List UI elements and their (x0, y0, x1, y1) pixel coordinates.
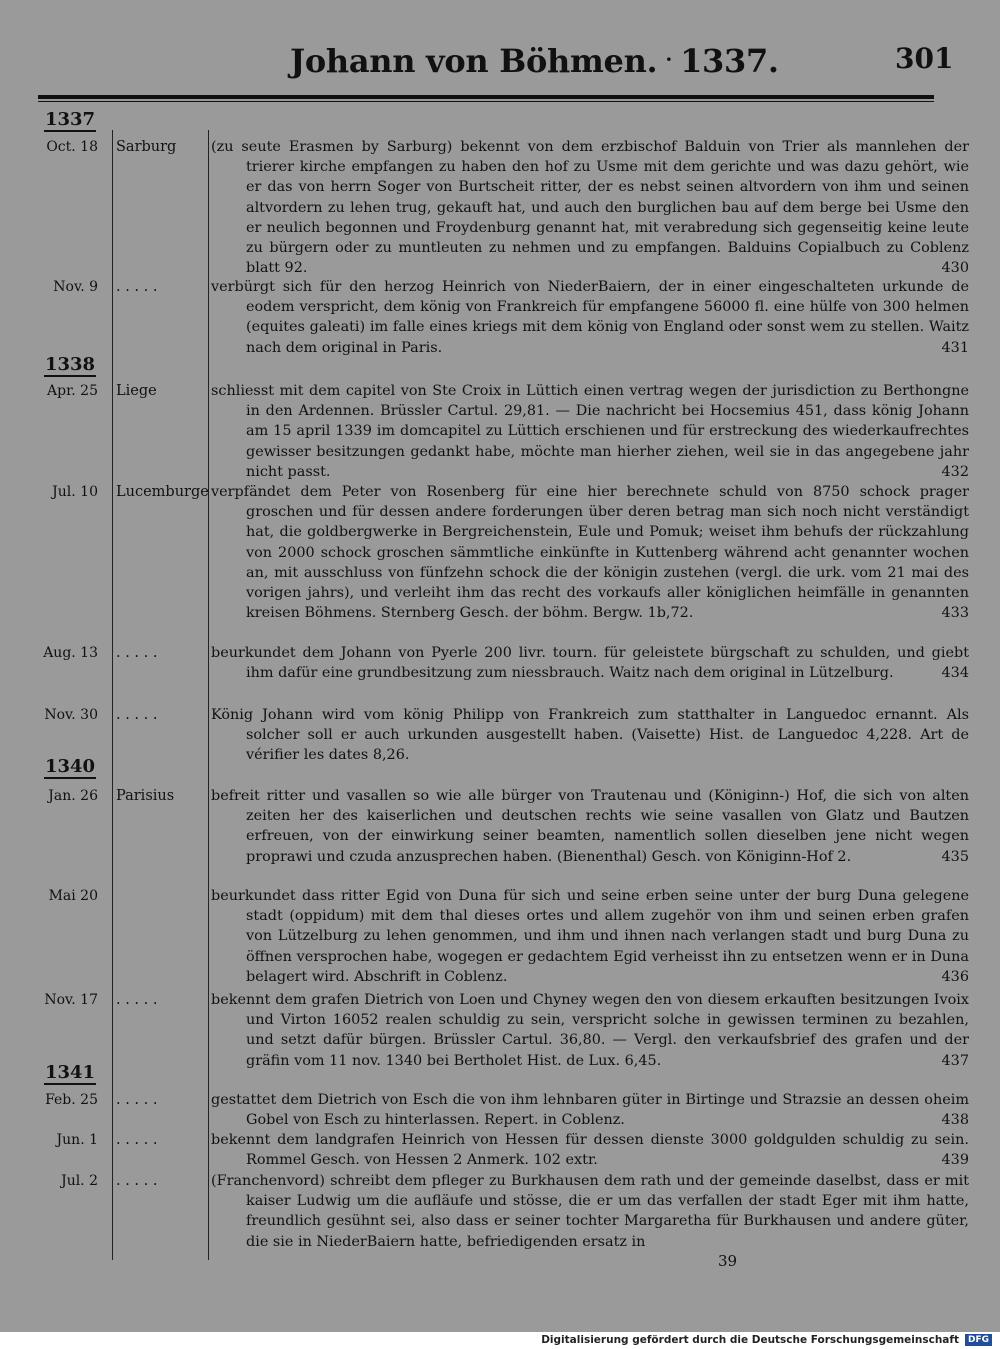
year-marker: 1337 (44, 109, 96, 130)
entry-place: Sarburg (116, 139, 177, 155)
entry-number: 436 (941, 968, 969, 985)
entry-date: Oct. 18 (46, 139, 98, 155)
year-marker: 1338 (44, 354, 96, 375)
column-divider-date (112, 130, 113, 1260)
entry-text: beurkundet dem Johann von Pyerle 200 livr. tourn. für geleistete bürgschaft zu schulden, und giebt ihm dafür eine grundbesitzung zum niessbrauch. Waitz nach dem original in Lützelburg. 434 (211, 643, 969, 683)
entry-number: 430 (941, 260, 969, 277)
page-number: 301 (895, 42, 954, 75)
title-year: 1337. (680, 42, 779, 80)
header-rule-thick (38, 95, 934, 99)
dfg-logo: DFG (965, 1334, 992, 1346)
entry-date: Nov. 17 (44, 992, 98, 1008)
entry-number: 437 (941, 1052, 969, 1069)
entry-date: Aug. 13 (43, 645, 98, 661)
entry-number: 432 (941, 463, 969, 480)
entry-number: 438 (941, 1112, 969, 1129)
entry-number: 439 (941, 1152, 969, 1169)
entry-place: Lucemburge (116, 484, 209, 500)
entry-date: Feb. 25 (45, 1092, 98, 1108)
entry-text: (zu seute Erasmen by Sarburg) bekennt von dem erzbischof Balduin von Trier als mannlehen der trierer kirche empfangen zu haben den hof zu Usme mit dem gerichte und was dazu gehört, wie er das von herrn Soger von Burtscheit ritter, der es nebst seinen altvordern von ihm und seinen altvordern zu lehen trug, gekauft hat, und auch den burglichen bau auf dem berge bei Usme den er neulich begonnen und Froydenburg genannt hat, mit verabredung sich gegenseitig keine leute zu bürgern oder zu muntleuten zu nehmen und zu empfangen. Balduins Copialbuch zu Coblenz blatt 92. 430 (211, 137, 969, 278)
entry-place: . . . . . (116, 1132, 158, 1148)
entry-text: befreit ritter und vasallen so wie alle bürger von Trautenau und (Königinn-) Hof, die sich von alten zeiten her des kaiserlichen und deutschen rechts wie seine vasallen von Glatz und Bautzen erfreuen, von der einwirkung seiner beamten, namentlich sollen dieselben jene nicht wegen proprawi und czuda anzusprechen haben. (Bienenthal) Gesch. von Königinn-Hof 2. 435 (211, 786, 969, 867)
footer (0, 1332, 1000, 1349)
entry-place: Parisius (116, 788, 175, 804)
entry-place: . . . . . (116, 279, 158, 295)
year-marker: 1341 (44, 1062, 96, 1083)
entry-number: 433 (941, 605, 969, 622)
entry-text: verpfändet dem Peter von Rosenberg für eine hier berechnete schuld von 8750 schock prager groschen und für dessen andere forderungen über deren betrag man sich noch nicht verständigt hat, die goldbergwerke in Bergreichenstein, Eule und Pomuk; weiset ihm behufs der rückzahlung von 2000 schock groschen sämmtliche einkünfte in Kuttenberg während acht genannter wochen an, mit ausschluss von fünfzehn schock die der königin zustehen (vergl. die urk. vom 21 mai des vorigen jahrs), und verleiht ihm das recht des vorkaufs aller königlichen heimfälle in genannten kreisen Böhmens. Sternberg Gesch. der böhm. Bergw. 1b,72. 433 (211, 482, 969, 623)
entry-date: Jul. 2 (61, 1173, 98, 1189)
entry-text: bekennt dem grafen Dietrich von Loen und Chyney wegen den von diesem erkauften besitzungen Ivoix und Virton 16052 realen schuldig zu sein, verspricht solche in gewissen terminen zu bezahlen, und setzt dafür bürgen. Brüssler Cartul. 36,80. — Vergl. den verkaufsbrief des grafen und der gräfin vom 11 nov. 1340 bei Bertholet Hist. de Lux. 6,45. 437 (211, 990, 969, 1071)
entry-date: Mai 20 (48, 888, 98, 904)
entry-place: . . . . . (116, 645, 158, 661)
entry-text: König Johann wird vom könig Philipp von Frankreich zum statthalter in Languedoc ernannt. Als solcher soll er auch urkunden ausgestellt haben. (Vaisette) Hist. de Languedoc 4,228. Art de vérifier les dates 8,26. (211, 707, 969, 764)
entry-date: Jun. 1 (56, 1132, 98, 1148)
entry-date: Apr. 25 (47, 383, 98, 399)
entry-place: . . . . . (116, 1092, 158, 1108)
entry-number: 435 (941, 848, 969, 865)
entry-text: schliesst mit dem capitel von Ste Croix in Lüttich einen vertrag wegen der jurisdiction zu Berthongne in den Ardennen. Brüssler Cartul. 29,81. — Die nachricht bei Hocsemius 451, dass könig Johann am 15 april 1339 im domcapitel zu Lüttich erschienen und für erstreckung des wiederkaufrechtes gewisser besitzungen gedankt habe, möchte man hierher ziehen, weil sie in das angegebene jahr nicht passt. 432 (211, 381, 969, 482)
entry-place: . . . . . (116, 992, 158, 1008)
entry-date: Jul. 10 (52, 484, 98, 500)
year-marker: 1340 (44, 756, 96, 777)
entry-date: Nov. 9 (53, 279, 98, 295)
entry-number: 431 (941, 339, 969, 356)
header-rule-thin (38, 101, 934, 102)
entry-text: (Franchenvord) schreibt dem pfleger zu Burkhausen dem rath und der gemeinde daselbst, dass er mit kaiser Ludwig um die aufläufe und stösse, die er um das verfallen der stadt Eger mit ihm hatte, freundlich gesühnt sei, also dass er seiner tochter Margaretha für Burkhausen und andere güter, die sie in NiederBaiern hatte, befriedigenden ersatz in (211, 1173, 969, 1250)
entry-date: Nov. 30 (44, 707, 98, 723)
signature-mark: 39 (718, 1252, 738, 1270)
entry-text: bekennt dem landgrafen Heinrich von Hessen für dessen dienste 3000 goldgulden schuldig zu sein. Rommel Gesch. von Hessen 2 Anmerk. 102 extr. 439 (211, 1130, 969, 1170)
entry-text: gestattet dem Dietrich von Esch die von ihm lehnbaren güter in Birtinge und Strazsie an dessen oheim Gobel von Esch zu hinterlassen. Repert. in Coblenz. 438 (211, 1090, 969, 1130)
footer-text: Digitalisierung gefördert durch die Deutsche Forschungsgemeinschaft (541, 1334, 959, 1346)
entry-place: Liege (116, 383, 157, 399)
page-title (290, 42, 779, 80)
entry-place: . . . . . (116, 1173, 158, 1189)
entry-text: verbürgt sich für den herzog Heinrich von NiederBaiern, der in einer eingeschalteten urkunde de eodem verspricht, dem könig von Frankreich für empfangene 56000 fl. eine hülfe von 300 helmen (equites galeati) im falle eines kriegs mit dem könig von England oder sonst wem zu stellen. Waitz nach dem original in Paris. 431 (211, 277, 969, 358)
title-text: Johann von Böhmen. (290, 42, 658, 80)
title-separator: · (665, 47, 673, 71)
entry-place: . . . . . (116, 707, 158, 723)
entry-date: Jan. 26 (48, 788, 98, 804)
entry-number: 434 (941, 665, 969, 682)
entry-text: beurkundet dass ritter Egid von Duna für sich und seine erben seine unter der burg Duna gelegene stadt (oppidum) mit dem thal dieses ortes und allem zugehör von ihm und seinen erben grafen von Lützelburg zu lehen genommen, und ihm und ihnen nach verlangen stadt und burg Duna zu öffnen versprochen habe, wogegen er gedachtem Egid verheisst ihn zu entsetzen wenn er in Duna belagert wird. Abschrift in Coblenz. 436 (211, 886, 969, 987)
